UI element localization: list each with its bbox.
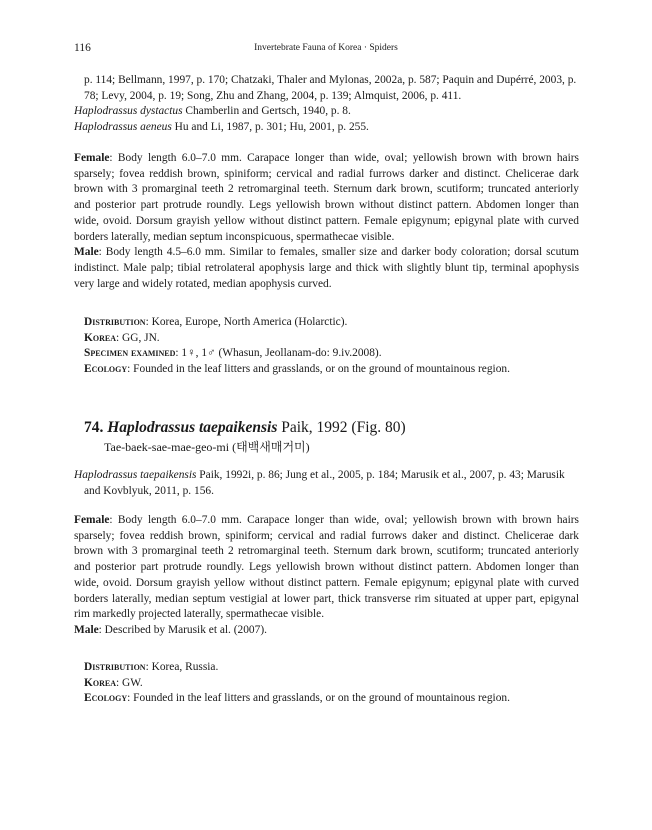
species-author: Paik, 1992 (Fig. 80) <box>277 419 406 436</box>
female-description <box>74 513 579 623</box>
distribution-line <box>74 315 579 331</box>
specimen-text: : 1♀, 1♂ (Whasun, Jeollanam-do: 9.iv.2008). <box>175 347 382 360</box>
male-description <box>74 623 579 639</box>
synonym-reference <box>74 104 579 120</box>
male-text: : Described by Marusik et al. (2007). <box>98 623 267 636</box>
species-reference <box>74 468 579 499</box>
distribution-label: Distribution <box>84 661 146 673</box>
male-text: : Body length 4.5–6.0 mm. Similar to females, smaller size and darker body coloration; dorsal scutum indistinct. Male palp; tibial retrolateral apophysis large and thick with slightly blunt tip, terminal apophysis very large and widely rotated, median apophysis curved. <box>74 246 579 290</box>
species-description <box>74 513 579 639</box>
running-title: Invertebrate Fauna of Korea · Spiders <box>254 43 398 53</box>
korean-common-name: Tae-baek-sae-mae-geo-mi (태백새매거미) <box>104 440 310 454</box>
ecology-label: Ecology <box>84 363 128 376</box>
male-description <box>74 245 579 292</box>
species-heading <box>74 418 579 456</box>
distribution-line <box>74 660 579 676</box>
ecology-line <box>74 362 579 378</box>
distribution-text: : Korea, Europe, North America (Holarctic). <box>145 316 348 328</box>
distribution-label: Distribution <box>84 316 146 328</box>
korea-text: : GW. <box>115 676 143 689</box>
synonym-citation: Hu and Li, 1987, p. 301; Hu, 2001, p. 255. <box>171 120 369 133</box>
male-label: Male <box>74 246 99 259</box>
synonym-reference <box>74 120 579 136</box>
korea-text: : GG, JN. <box>115 331 160 344</box>
reference-citation: Paik, 1992i, p. 86; Jung et al., 2005, p. 184; Marusik et al., 2007, p. 43; Marusik and Kovblyuk, 2011, p. 156. <box>84 469 565 497</box>
ecology-text: : Founded in the leaf litters and grasslands, or on the ground of mountainous region. <box>127 363 510 376</box>
female-description <box>74 151 579 245</box>
ecology-text: : Founded in the leaf litters and grasslands, or on the ground of mountainous region. <box>127 692 510 705</box>
specimen-label: Specimen examined <box>84 347 176 360</box>
page-number: 116 <box>74 42 91 54</box>
species-references <box>74 468 579 499</box>
reference-species-name: Haplodrassus taepaikensis <box>74 469 197 481</box>
prev-species-meta <box>74 315 579 378</box>
ecology-label: Ecology <box>84 692 128 705</box>
korea-label: Korea <box>84 331 116 344</box>
korea-line <box>74 331 579 347</box>
male-label: Male <box>74 623 99 636</box>
female-label: Female <box>74 514 110 526</box>
korea-line <box>74 676 579 692</box>
female-text: : Body length 6.0–7.0 mm. Carapace longer than wide, oval; yellowish brown with brown hairs sparsely; fovea reddish brown, spiniform; cervical and radial furrows darker and distinct. Chelicerae dark brown with 3 promarginal teeth 2 retromarginal teeth. Sternum dark brown, scutiform; truncated anteriorly and posterior part protrude roundly. Legs yellowish brown without distinct pattern. Abdomen longer than wide, ovoid. Dorsum grayish yellow without distinct pattern. Female epigynum; epigynal plate with curved borders laterally, median septum inconspicuous, spermathecae visible. <box>74 152 579 243</box>
reference-continuation: p. 114; Bellmann, 1997, p. 170; Chatzaki, Thaler and Mylonas, 2002a, p. 587; Paquin and Dupérré, 2003, p. 78; Levy, 2004, p. 19; Song, Zhu and Zhang, 2004, p. 139; Almquist, 2006, p. 411. <box>84 74 577 102</box>
species-title <box>74 418 579 438</box>
species-meta <box>74 660 579 707</box>
synonym-name: Haplodrassus dystactus <box>74 105 183 118</box>
female-label: Female <box>74 152 110 164</box>
synonym-citation: Chamberlin and Gertsch, 1940, p. 8. <box>182 105 351 118</box>
korea-label: Korea <box>84 676 116 689</box>
female-text: : Body length 6.0–7.0 mm. Carapace longer than wide, oval; yellowish brown with brown hairs sparsely; fovea reddish brown, spiniform; cervical and radial furrows daker and distinct. Chelicerae dark brown with 3 promarginal teeth 2 retromarginal teeth. Sternum dark brown, scutiform; truncated anteriorly and posterior part protrude roundly. Legs yellowish brown without distinct pattern. Abdomen longer than wide, ovoid. Dorsum grayish yellow without distinct pattern. Female epigynum; epigynal plate with curved borders laterally, median septum vestigial at lower part, thick transverse rim situated at upper part, epigynal rim markedly projected laterally, spermathecae visible. <box>74 514 579 621</box>
prev-species-references <box>74 73 579 135</box>
synonym-name: Haplodrassus aeneus <box>74 120 172 133</box>
species-number: 74. <box>84 419 104 436</box>
specimen-line <box>74 346 579 362</box>
prev-species-description <box>74 151 579 292</box>
page-header <box>74 42 578 58</box>
distribution-text: : Korea, Russia. <box>145 661 219 673</box>
ecology-line <box>74 691 579 707</box>
species-name: Haplodrassus taepaikensis <box>107 419 278 436</box>
